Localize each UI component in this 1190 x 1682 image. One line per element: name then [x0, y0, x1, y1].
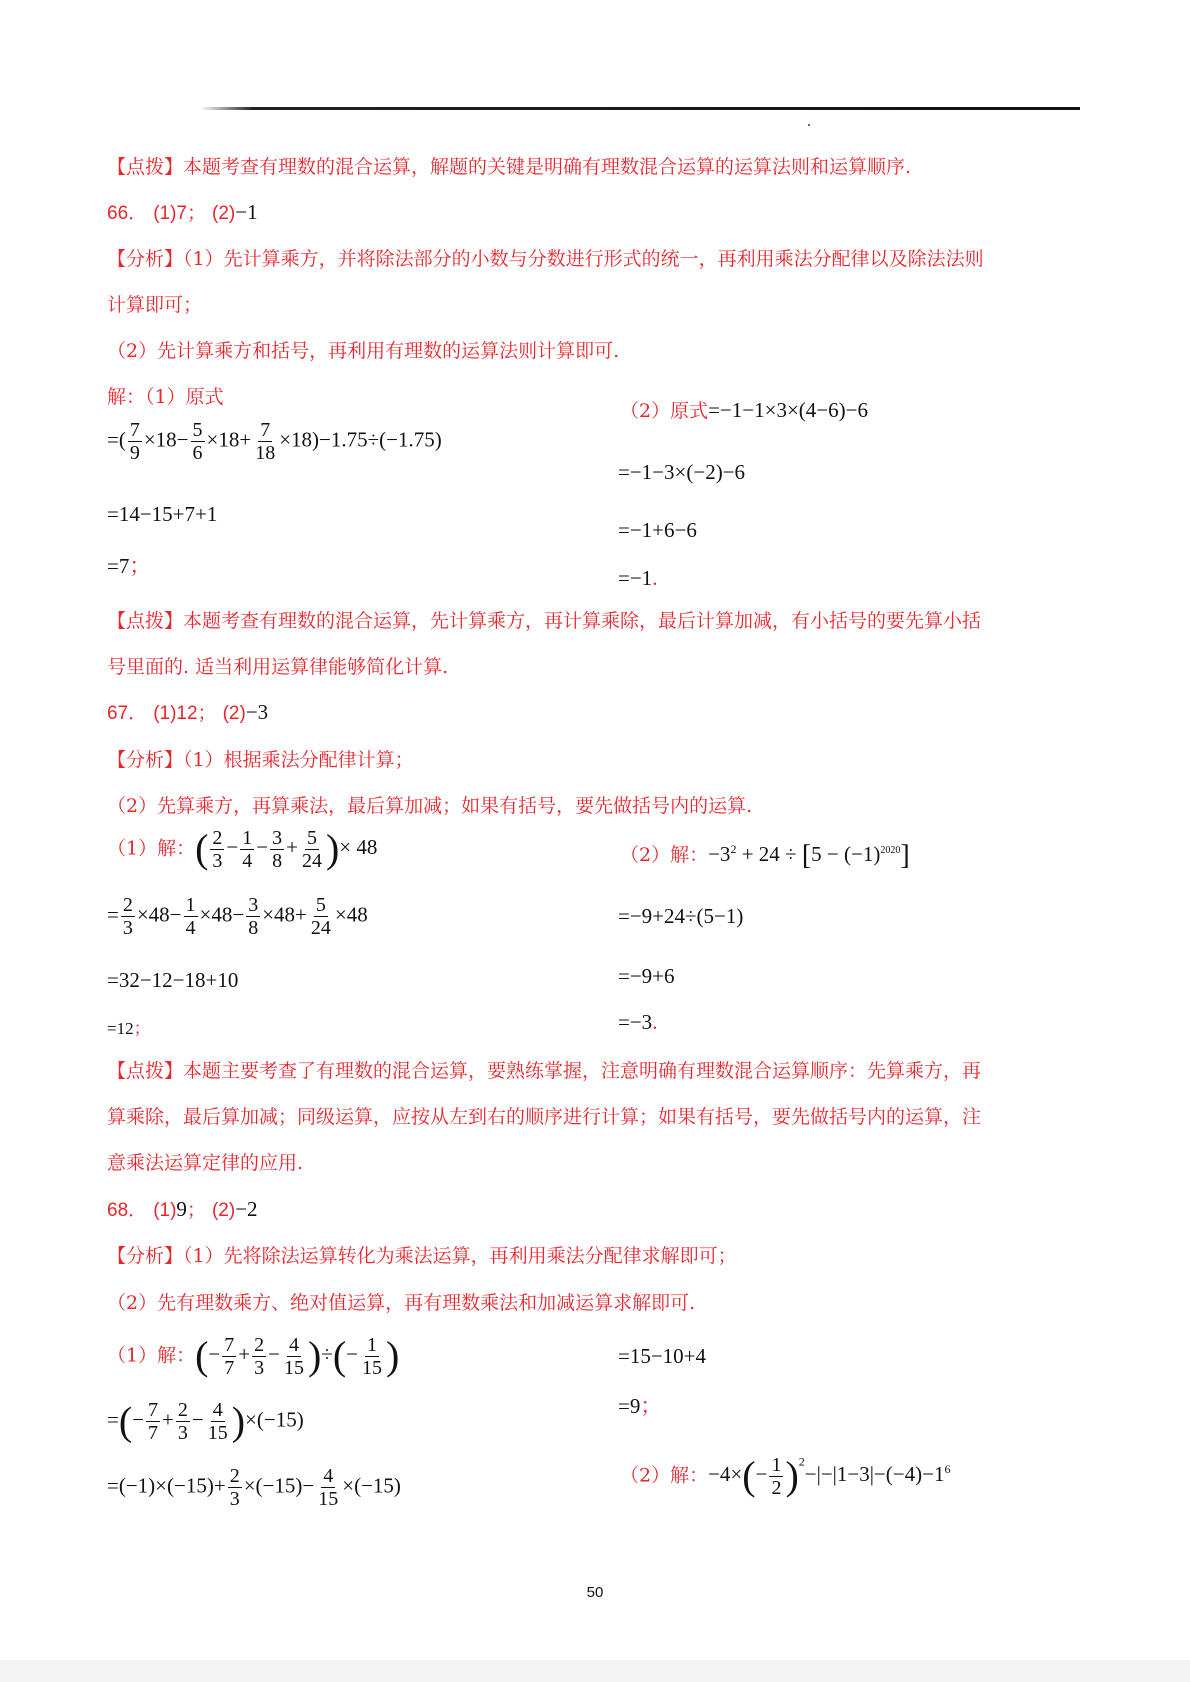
dianbo-66-line2: 号里面的. 适当利用运算律能够简化计算. — [107, 656, 449, 678]
fraction — [252, 1335, 266, 1378]
denominator: 3 — [122, 917, 133, 939]
question-number: 66． — [107, 203, 148, 224]
numerator: 7 — [148, 1399, 159, 1421]
operator: + — [162, 1407, 174, 1432]
answer-part1-label: (1) — [153, 1200, 177, 1221]
exponent: 2 — [730, 842, 737, 856]
fraction — [210, 828, 224, 871]
denominator: 15 — [283, 1357, 304, 1379]
sol2-66-step4 — [618, 566, 657, 591]
sol1-68-expr: （1）解：(− $\frac{7}{7}$ + $\frac{2}{3}$ − $\frac{4}{15}$ )÷(− $\frac{1}{15}$ ) — [107, 1333, 400, 1379]
numerator: 7 — [129, 419, 140, 441]
punct: ； — [640, 1394, 662, 1418]
operator: − — [191, 1407, 204, 1432]
question-number: 67． — [107, 703, 148, 724]
expr-text: =7 — [107, 554, 130, 578]
fraction — [360, 1335, 384, 1378]
sol-label: （1）解： — [107, 1344, 196, 1367]
expr-text: =−3 — [618, 1010, 653, 1034]
denominator: 4 — [185, 917, 196, 939]
punct: ； — [133, 1019, 151, 1038]
fenxi-68-line1 — [107, 1241, 737, 1268]
header-rule — [200, 107, 1080, 110]
sol1-67-step2: =32−12−18+10 — [107, 968, 239, 992]
fraction — [240, 828, 254, 871]
fraction — [146, 1400, 160, 1443]
dianbo-tag: 【点拨】 — [107, 610, 184, 632]
numerator: 2 — [177, 1399, 188, 1421]
denominator: 9 — [129, 442, 140, 464]
dianbo-67-line3: 意乘法运算定律的应用. — [107, 1152, 304, 1174]
operator: + — [286, 835, 298, 860]
numerator: 4 — [212, 1399, 223, 1421]
denominator: 8 — [248, 917, 259, 939]
expr-text: =9 — [618, 1394, 641, 1418]
right-paren: ) — [231, 1398, 246, 1444]
sol1-68-step3: =15−10+4 — [618, 1344, 707, 1368]
operator: − — [256, 835, 269, 860]
fraction — [253, 420, 277, 463]
answer-part1: (1)7； — [153, 203, 206, 224]
fraction — [769, 1455, 783, 1498]
fenxi-text: （1）先计算乘方，并将除法部分的小数与分数进行形式的统一，再利用乘法分配律以及除法法则 — [183, 248, 984, 270]
denominator: 7 — [148, 1422, 159, 1444]
expr-text: ×18)−1.75÷(−1.75) — [279, 427, 442, 452]
fraction — [282, 1335, 306, 1378]
denominator: 18 — [255, 442, 276, 464]
right-paren: ) — [385, 1333, 400, 1379]
numerator: 4 — [288, 1334, 299, 1356]
numerator: 2 — [212, 827, 223, 849]
left-paren: ( — [118, 1398, 133, 1444]
expr-text: =(−1)×(−15)+ — [107, 1473, 226, 1498]
denominator: 15 — [361, 1357, 382, 1379]
sol1-66-step1 — [107, 420, 442, 463]
sol1-68-step1: =(− $\frac{7}{7}$ + $\frac{2}{3}$ − $\frac{4}{15}$ )×(−15) — [107, 1398, 304, 1444]
fraction — [270, 828, 284, 871]
numerator: 1 — [242, 827, 253, 849]
fenxi-tag: 【分析】 — [107, 248, 184, 270]
numerator: 2 — [254, 1334, 265, 1356]
dianbo-text: 本题考查有理数的混合运算，解题的关键是明确有理数混合运算的运算法则和运算顺序. — [183, 156, 912, 178]
dianbo-65 — [107, 152, 911, 179]
punct: . — [652, 1010, 658, 1034]
fraction — [128, 420, 142, 463]
fenxi-text: （1）先将除法运算转化为乘法运算，再利用乘法分配律求解即可； — [183, 1245, 737, 1267]
left-paren: ( — [742, 1453, 756, 1499]
numerator: 7 — [224, 1334, 235, 1356]
fenxi-text: （1）根据乘法分配律计算； — [183, 749, 414, 771]
dianbo-66-line1 — [107, 606, 981, 633]
numerator: 1 — [185, 894, 196, 916]
expr-text: = — [107, 902, 119, 927]
denominator: 3 — [254, 1357, 265, 1379]
left-paren: ( — [195, 1333, 209, 1379]
numerator: 3 — [272, 827, 283, 849]
exponent: 6 — [944, 1462, 951, 1477]
answer-part2-label: (2) — [211, 1200, 236, 1221]
operator: + — [238, 1342, 251, 1367]
question-number: 68． — [107, 1200, 148, 1221]
right-bracket: ] — [900, 840, 910, 872]
expr-text: −|−|1−3|−(−4)−1 — [804, 1462, 945, 1487]
sol2-66-step3: =−1+6−6 — [618, 518, 697, 542]
sol2-67-expr — [620, 840, 910, 872]
expr-text: =−1 — [618, 566, 653, 590]
fraction — [300, 828, 324, 871]
dianbo-text: 本题考查有理数的混合运算，先计算乘方，再计算乘除，最后计算加减，有小括号的要先算小括 — [183, 610, 982, 632]
right-paren: ) — [325, 826, 340, 872]
sol2-68-expr: （2）解：−4×(− $\frac{1}{2}$ )$^2-|-|1-3|-(-4)-1^6$ — [620, 1453, 951, 1499]
operator: − — [268, 1342, 280, 1367]
expr-text: ×48− — [199, 902, 245, 927]
expr-text: ×48 — [334, 902, 368, 927]
punct: ； — [129, 554, 151, 578]
denominator: 15 — [318, 1488, 339, 1510]
fenxi-66-line1 — [107, 244, 984, 271]
fraction — [228, 1466, 242, 1509]
expr-text: ×(−15) — [342, 1473, 401, 1498]
expr-text: ×(−15)− — [243, 1473, 315, 1498]
sol2-67-step2: =−9+6 — [618, 964, 675, 988]
expr-text: =( — [107, 427, 126, 452]
denominator: 7 — [224, 1357, 235, 1379]
answer-part2-value: −2 — [235, 1197, 258, 1221]
denominator: 24 — [310, 917, 331, 939]
sol1-68-step4 — [618, 1390, 661, 1420]
sol-label: （2）原式 — [620, 400, 709, 422]
expr-text: 5 − (−1) — [811, 842, 881, 866]
dianbo-tag: 【点拨】 — [107, 156, 184, 178]
answer-part2-value: −3 — [245, 700, 269, 724]
denominator: 6 — [192, 442, 203, 464]
expr-text: ×48+ — [262, 902, 307, 927]
answer-part2-value: −1 — [235, 200, 258, 224]
sol2-66-step2: =−1−3×(−2)−6 — [618, 460, 746, 484]
left-paren: ( — [195, 826, 209, 872]
numerator: 4 — [323, 1465, 334, 1487]
answer-66 — [107, 198, 258, 225]
fenxi-67-line1 — [107, 745, 414, 772]
page-number: 50 — [586, 1584, 604, 1601]
operator: − — [226, 835, 239, 860]
denominator: 3 — [177, 1422, 188, 1444]
sol1-67-step3 — [107, 1014, 151, 1039]
exponent: 2 — [798, 1455, 805, 1469]
sol2-66-step1 — [620, 396, 868, 423]
bottom-bar — [0, 1660, 1190, 1682]
sol1-66-label: 解：（1）原式 — [107, 386, 224, 408]
fenxi-67-line2: （2）先算乘方，再算乘法，最后算加减；如果有括号，要先做括号内的运算. — [107, 795, 753, 817]
denominator: 8 — [272, 850, 283, 872]
sol1-66-step3 — [107, 550, 150, 580]
fraction — [316, 1466, 340, 1509]
sol-label: （2）解： — [620, 1464, 709, 1487]
answer-part1: (1)12； — [153, 703, 217, 724]
fraction — [184, 895, 198, 938]
answer-68 — [107, 1195, 258, 1222]
numerator: 1 — [771, 1454, 782, 1476]
numerator: 1 — [366, 1334, 377, 1356]
fenxi-tag: 【分析】 — [107, 749, 184, 771]
expr-text: ×18+ — [206, 427, 252, 452]
denominator: 3 — [229, 1488, 240, 1510]
dianbo-67-line1 — [107, 1056, 981, 1083]
denominator: 4 — [242, 850, 253, 872]
numerator: 5 — [315, 894, 326, 916]
expr-text: =−1−1×3×(4−6)−6 — [708, 398, 868, 422]
right-paren: ) — [307, 1333, 322, 1379]
exponent: 2020 — [880, 845, 901, 856]
numerator: 5 — [192, 419, 203, 441]
fraction — [121, 895, 135, 938]
denominator: 24 — [301, 850, 322, 872]
expr-text: ×48− — [136, 902, 182, 927]
sol1-67-expr — [107, 828, 377, 871]
expr-text: × 48 — [339, 835, 378, 860]
fraction — [246, 895, 260, 938]
fraction — [222, 1335, 236, 1378]
answer-part2-label: (2) — [212, 203, 236, 224]
sol-label: （1）解： — [107, 837, 196, 860]
expr-text: −3 — [708, 842, 731, 866]
expr-text: −4× — [708, 1462, 743, 1487]
fenxi-66-line3: （2）先计算乘方和括号，再利用有理数的运算法则计算即可. — [107, 340, 620, 362]
expr-text: ×18− — [143, 427, 189, 452]
denominator: 15 — [207, 1422, 228, 1444]
dianbo-text: 本题主要考查了有理数的混合运算，要熟练掌握，注意明确有理数混合运算顺序：先算乘方，再 — [183, 1060, 982, 1082]
answer-part1-value: 9 — [176, 1197, 187, 1221]
left-bracket: [ — [801, 840, 812, 872]
fenxi-tag: 【分析】 — [107, 1245, 184, 1267]
answer-part2-label: (2) — [222, 703, 246, 724]
left-paren: ( — [332, 1333, 347, 1379]
dianbo-67-line2: 算乘除，最后算加减；同级运算，应按从左到右的顺序进行计算；如果有括号，要先做括号内的运算，注 — [107, 1106, 982, 1128]
punct: ； — [186, 1199, 206, 1221]
expr-text: =12 — [107, 1019, 134, 1038]
numerator: 2 — [229, 1465, 240, 1487]
fraction — [206, 1400, 230, 1443]
right-paren: ) — [785, 1453, 799, 1499]
fraction — [191, 420, 205, 463]
dianbo-tag: 【点拨】 — [107, 1060, 184, 1082]
fenxi-68-line2: （2）先有理数乘方、绝对值运算，再有理数乘法和加减运算求解即可. — [107, 1292, 696, 1314]
sol2-67-step1: =−9+24÷(5−1) — [618, 904, 744, 928]
denominator: 2 — [771, 1477, 782, 1499]
numerator: 5 — [306, 827, 317, 849]
denominator: 3 — [212, 850, 223, 872]
sol1-66-step2: =14−15+7+1 — [107, 502, 218, 526]
numerator: 3 — [248, 894, 259, 916]
numerator: 7 — [260, 419, 271, 441]
punct: . — [652, 566, 658, 590]
header-dot — [808, 124, 810, 126]
operator: ÷ — [321, 1342, 333, 1367]
expr-text: + 24 ÷ — [736, 842, 802, 866]
sol2-67-step3 — [618, 1010, 657, 1035]
answer-67 — [107, 698, 268, 725]
fraction — [309, 895, 333, 938]
sol1-68-step2 — [107, 1466, 401, 1509]
sol1-67-step1 — [107, 895, 368, 938]
numerator: 2 — [122, 894, 133, 916]
expr-text: ×(−15) — [245, 1407, 304, 1432]
fraction — [176, 1400, 190, 1443]
fenxi-66-line2: 计算即可； — [107, 294, 203, 316]
sol-label: （2）解： — [620, 844, 709, 866]
